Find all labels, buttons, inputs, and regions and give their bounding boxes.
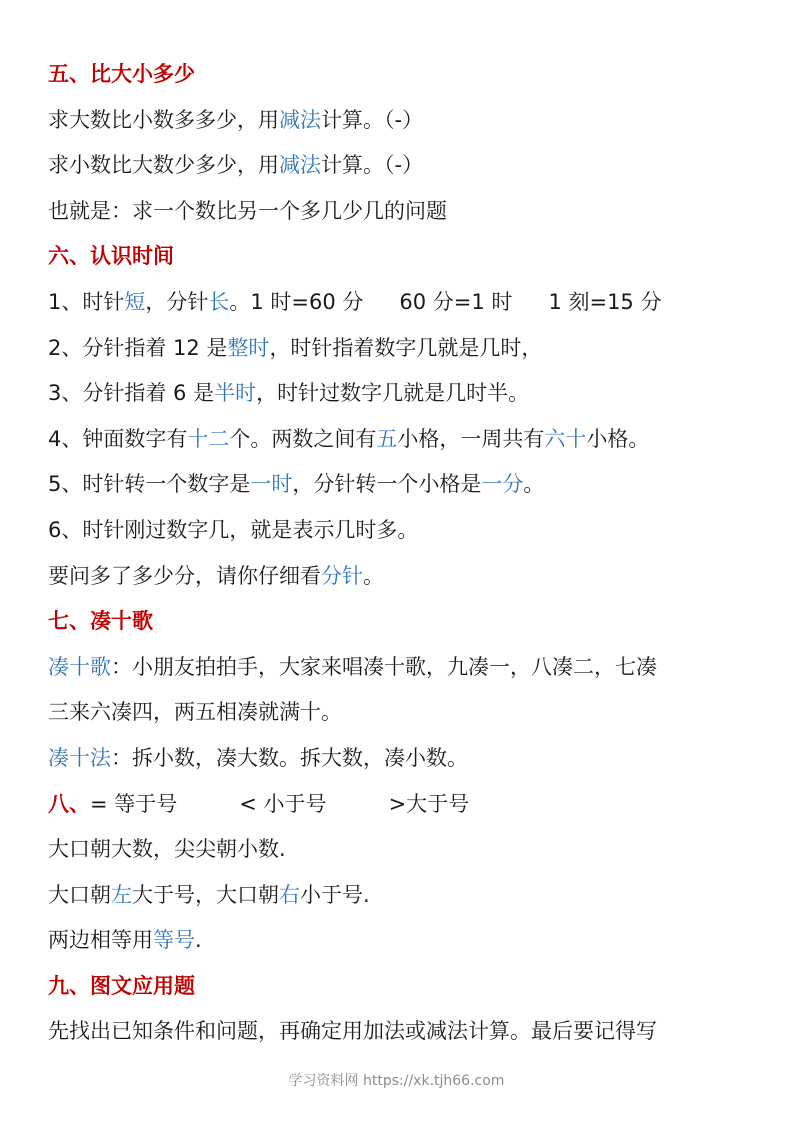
s8-line-1: 大口朝大数，尖尖朝小数. [48, 837, 286, 862]
document-page [48, 52, 753, 1055]
s8-line-3: 两边相等用等号. [48, 928, 202, 953]
s5-line-3: 也就是：求一个数比另一个多几少几的问题 [48, 198, 447, 223]
s7-line-2: 三来六凑四，两五相凑就满十。 [48, 700, 342, 725]
s7-line-1: 凑十歌：小朋友拍拍手，大家来唱凑十歌，九凑一，八凑二，七凑 [48, 654, 657, 679]
s6-line-7: 要问多了多少分，请你仔细看分针。 [48, 563, 384, 588]
section-7-heading: 七、凑十歌 [48, 609, 153, 634]
section-9-heading: 九、图文应用题 [48, 973, 195, 998]
s6-line-3: 3、分针指着 6 是半时，时针过数字几就是几时半。 [48, 381, 530, 406]
s6-line-5: 5、时针转一个数字是一时，分针转一个小格是一分。 [48, 472, 545, 497]
s8-line-2: 大口朝左大于号，大口朝右小于号. [48, 882, 370, 907]
s6-line-2: 2、分针指着 12 是整时，时针指着数字几就是几时， [48, 335, 543, 360]
s6-line-4: 4、钟面数字有十二个。两数之间有五小格，一周共有六十小格。 [48, 426, 650, 451]
s9-line-1: 先找出已知条件和问题，再确定用加法或减法计算。最后要记得写 [48, 1019, 657, 1044]
s5-line-2: 求小数比大数少多少，用减法计算。（-） [48, 153, 424, 178]
section-8-heading: 八、= 等于号 < 小于号 >大于号 [48, 791, 470, 816]
s7-line-3: 凑十法：拆小数，凑大数。拆大数，凑小数。 [48, 745, 468, 770]
s6-line-1: 1、时针短，分针长。1 时=60 分 60 分=1 时 1 刻=15 分 [48, 289, 662, 314]
section-6-heading: 六、认识时间 [48, 244, 174, 269]
footer-watermark: 学习资料网 https://xk.tjh66.com [288, 1073, 505, 1089]
s6-line-6: 6、时针刚过数字几，就是表示几时多。 [48, 517, 419, 542]
s5-line-1: 求大数比小数多多少，用减法计算。（-） [48, 107, 424, 132]
section-5-heading: 五、比大小多少 [48, 62, 195, 86]
